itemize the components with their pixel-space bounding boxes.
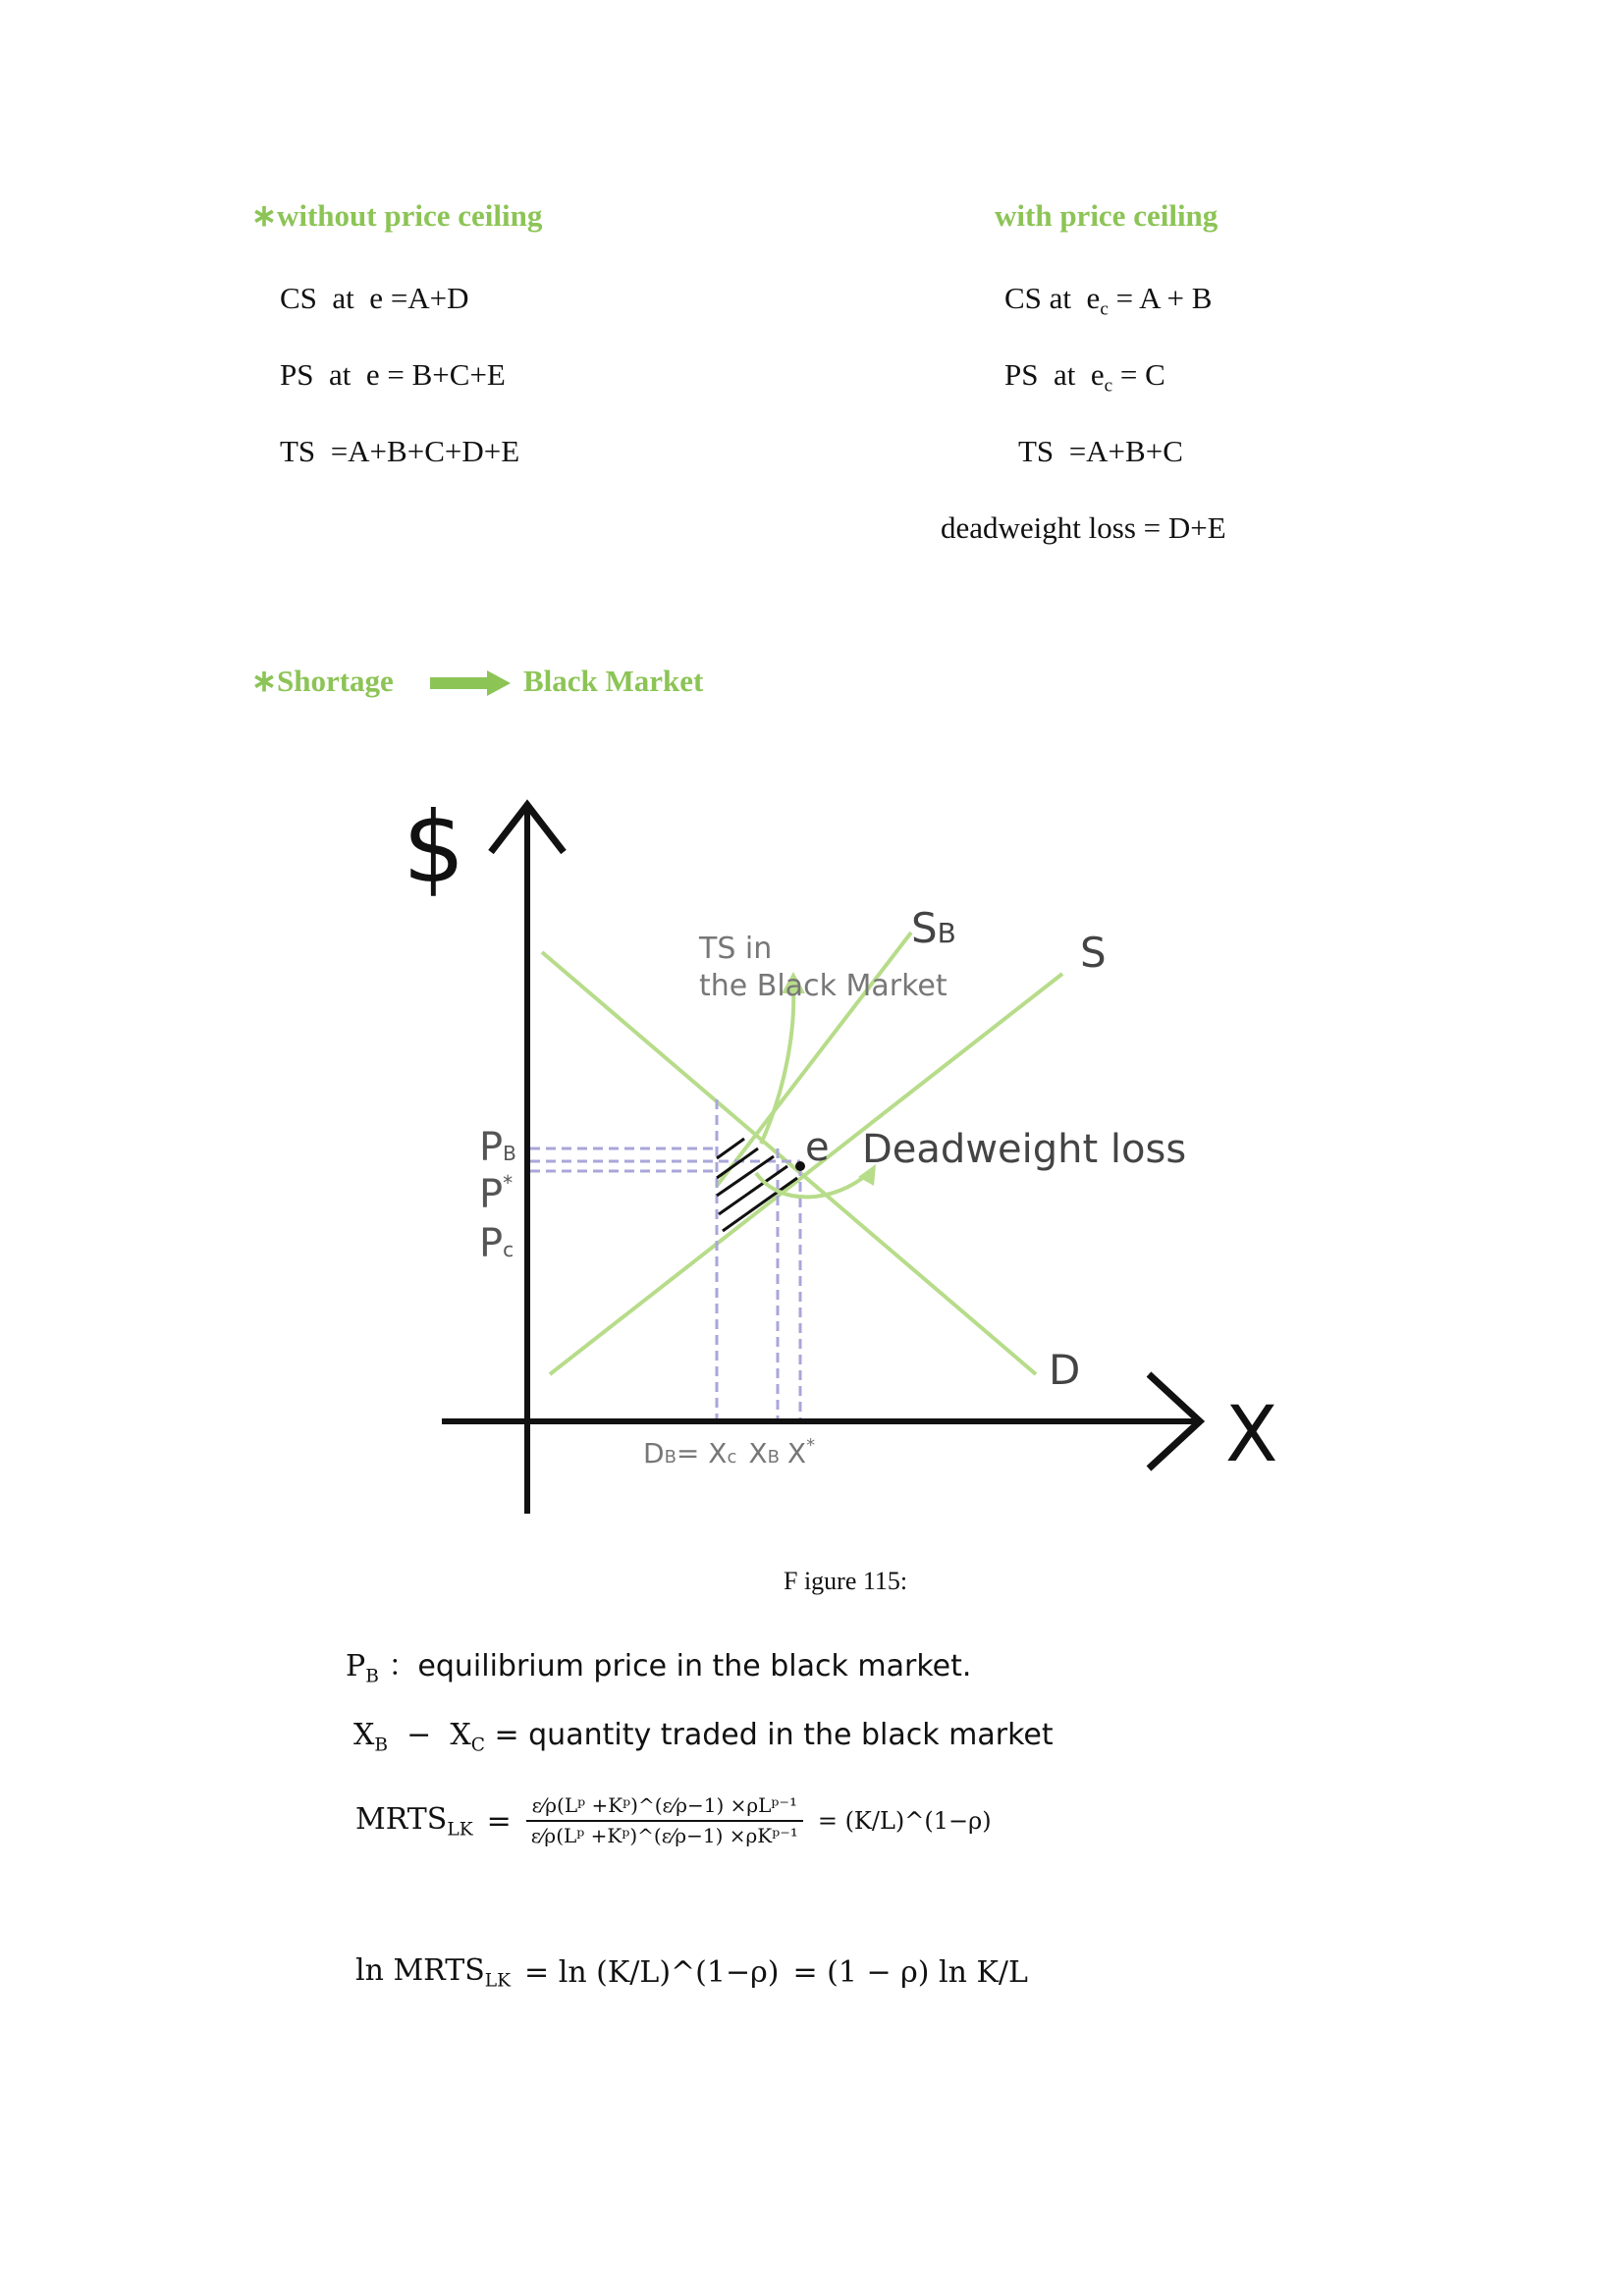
equilibrium-label: e [805,1125,830,1170]
ts-black-market-label-line1: TS in [699,932,773,966]
mrts-rhs: = (K/L)^(1−ρ) [817,1807,992,1835]
d-curve-label: D [1049,1346,1081,1394]
right-arrow-icon [430,670,513,696]
shortage-label: ∗Shortage [251,664,394,698]
deadweight-loss-line: deadweight loss = D+E [941,510,1226,545]
cs-without-ceiling: CS at e =A+D [280,281,469,315]
figure-caption: F igure 115: [784,1567,908,1595]
mrts-lhs: $MRTS_{LK}$ [355,1801,473,1841]
with-price-ceiling-heading: with price ceiling [995,198,1218,233]
without-price-ceiling-heading: ∗without price ceiling [251,198,543,233]
quantity-black-market-definition: $X_B - X_C$ = quantity traded in the black market [353,1718,1054,1756]
pb-label: PB [479,1125,516,1170]
mrts-formula: $MRTS_{LK}$ = $\frac{\text{ε⁄ρ(Lᵖ +Kᵖ)\textasciicircum{}(ε⁄ρ−1) ×ρLᵖ⁻¹}}{\text{ε⁄ρ(Lᵖ +Kᵖ)\textasciicircum{}(ε⁄ρ−1) ×ρKᵖ⁻¹}}$ = (K/L)^(1−ρ) [355,1791,992,1850]
pstar-label: P* [479,1171,514,1217]
equilibrium-point [795,1161,805,1171]
guide-lines [530,1099,800,1418]
s-curve-label: S [1080,929,1107,977]
ps-without-ceiling: PS at e = B+C+E [280,357,506,392]
mrts-fraction: $\frac{\text{ε⁄ρ(Lᵖ +Kᵖ)\textasciicircum{}(ε⁄ρ−1) ×ρLᵖ⁻¹}}{\text{ε⁄ρ(Lᵖ +Kᵖ)\textasciicircum{}(ε⁄ρ−1) ×ρKᵖ⁻¹}}$ [525,1791,804,1850]
pc-label: Pc [479,1221,514,1266]
hatched-area [717,1139,797,1231]
ts-without-ceiling: TS =A+B+C+D+E [280,434,520,468]
black-market-figure [393,775,1316,1522]
ts-with-ceiling: TS =A+B+C [1018,434,1183,468]
ln-mrts-lhs: $\ln MRTS_{LK}$ [355,1953,512,1992]
supply-curve [550,974,1062,1374]
ps-with-ceiling: PS at $e_c = C$ [1004,357,1165,397]
x-tick-labels: DB= Xc XB X* [643,1435,816,1469]
pb-definition: $P_B$ ：equilibrium price in the black market. [346,1649,972,1687]
cs-with-ceiling: CS at $e_c = A + B$ [1004,281,1213,320]
deadweight-loss-label: Deadweight loss [862,1127,1187,1172]
y-axis-label: $ [403,790,465,905]
x-axis-label: X [1225,1391,1278,1479]
ts-black-market-label-line2: the Black Market [699,969,947,1003]
ln-mrts-formula: $\ln MRTS_{LK}$ = ln (K/L)^(1−ρ) = (1 − ρ) ln K/L [355,1953,1028,1992]
sb-curve-label: SB [911,904,956,952]
black-market-label: Black Market [523,664,704,698]
